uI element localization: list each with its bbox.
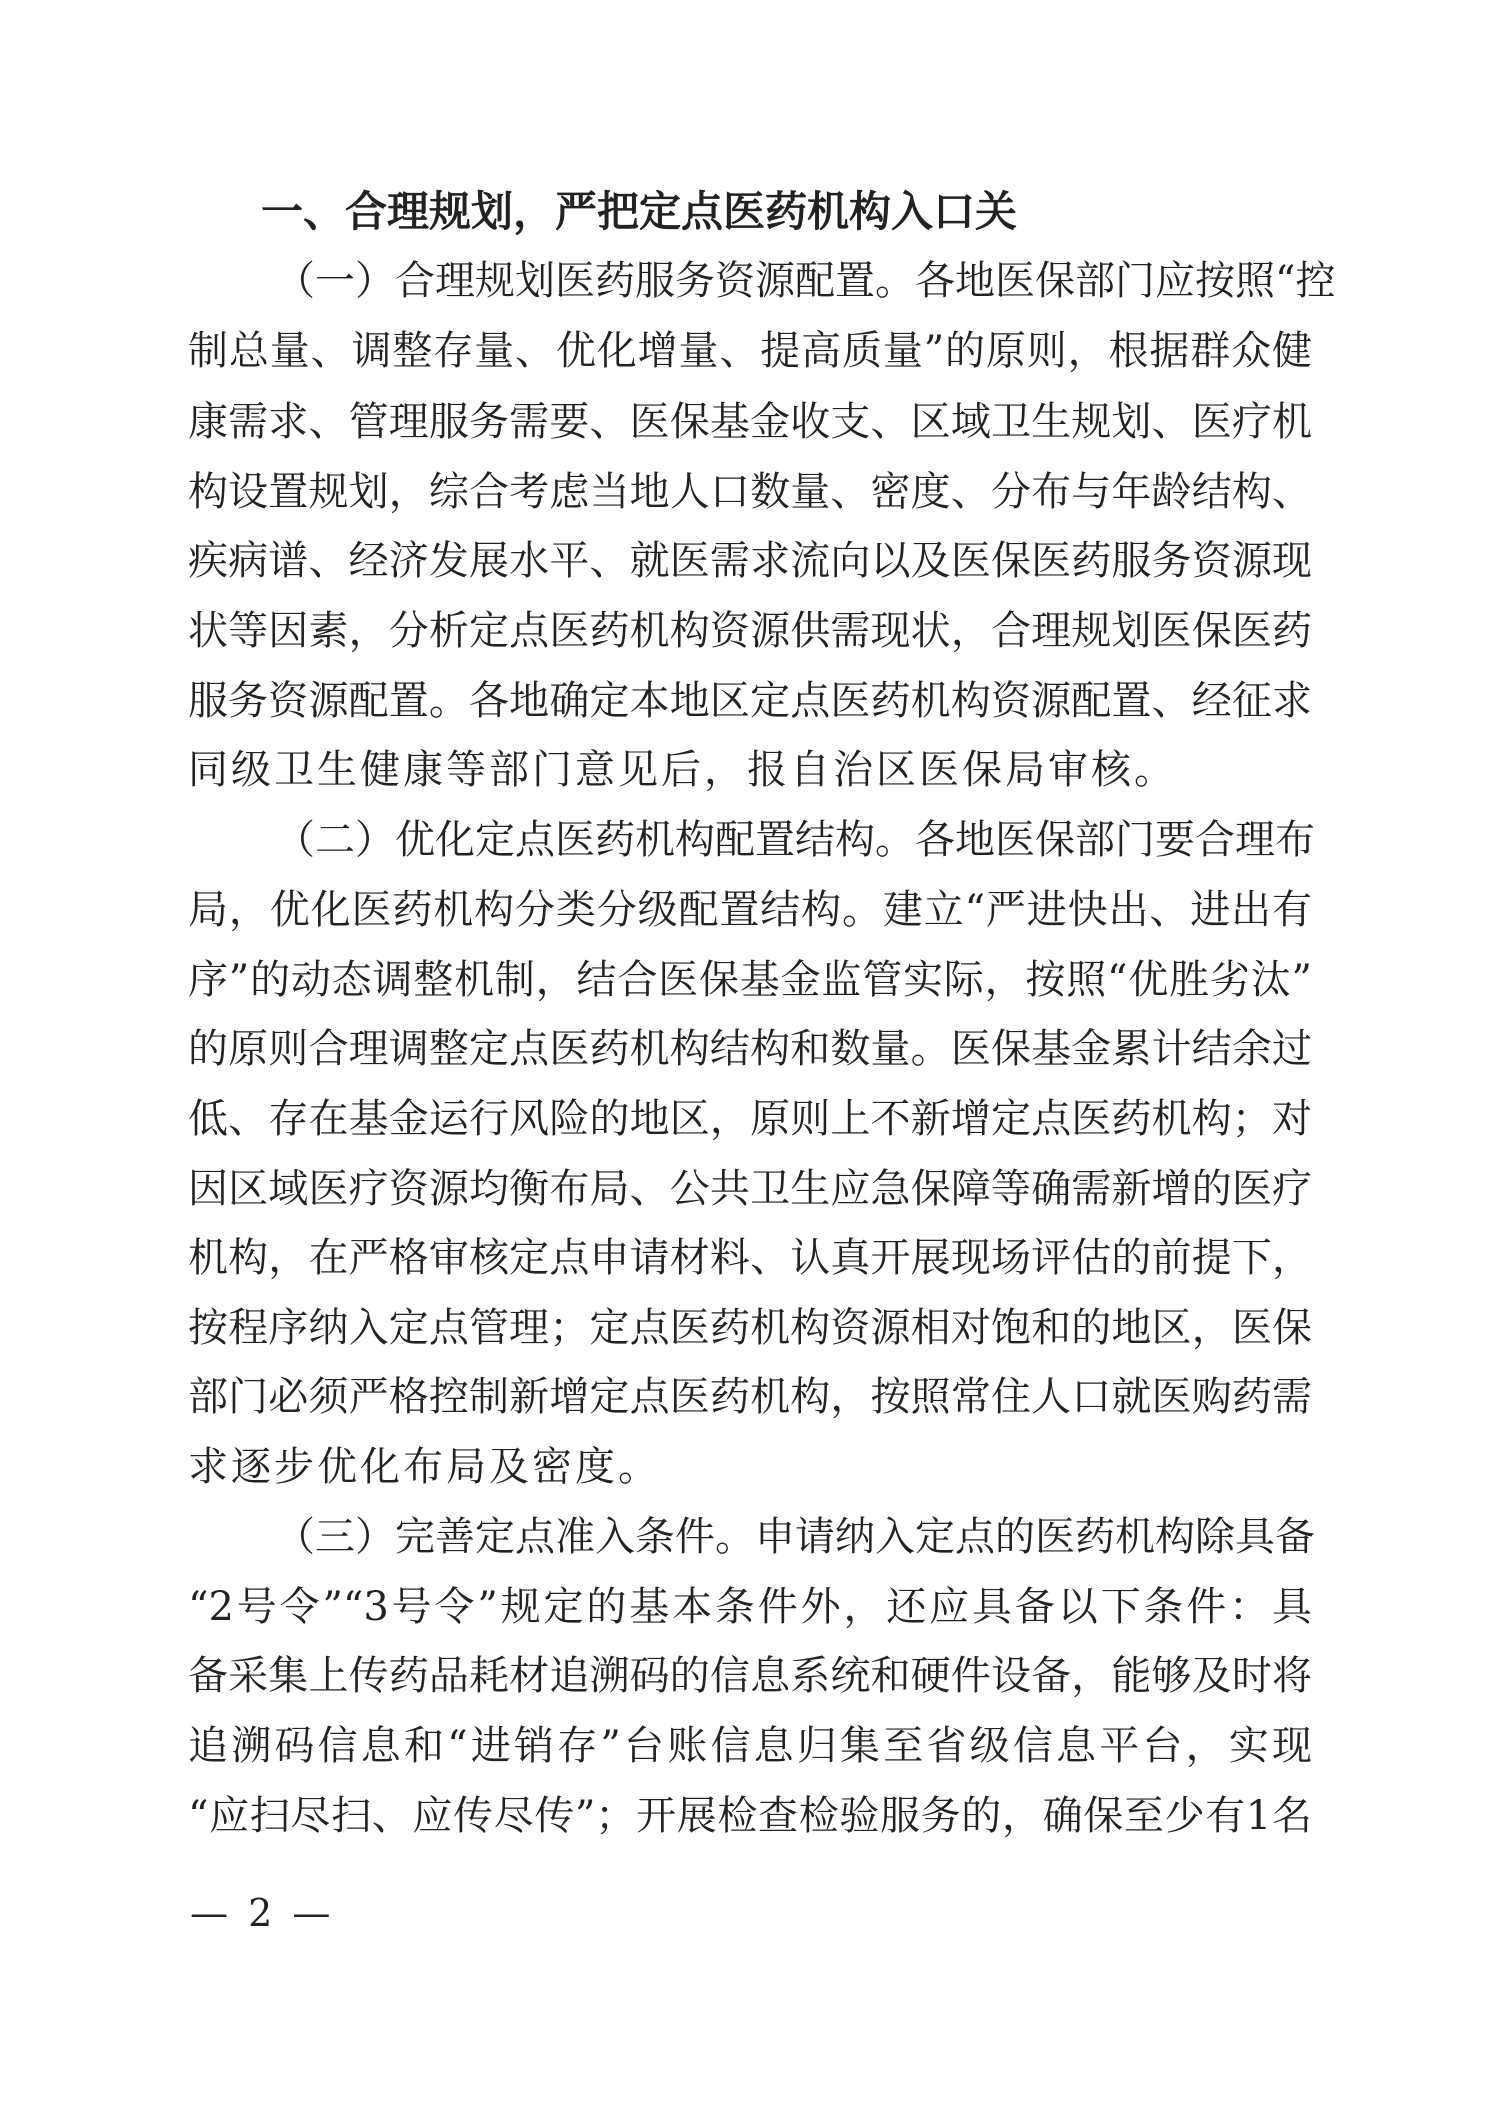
paragraph-line: 局，优化医药机构分类分级配置结构。建立“严进快出、进出有 [188,887,1312,933]
paragraph-line: 因区域医疗资源均衡布局、公共卫生应急保障等确需新增的医疗 [188,1166,1312,1212]
paragraph-line: 低、存在基金运行风险的地区，原则上不新增定点医药机构；对 [188,1096,1312,1142]
paragraph-line: 康需求、管理服务需要、医保基金收支、区域卫生规划、医疗机 [188,399,1312,445]
paragraph-line: 的原则合理调整定点医药机构结构和数量。医保基金累计结余过 [188,1026,1312,1072]
paragraph-line: 序”的动态调整机制，结合医保基金监管实际，按照“优胜劣汰” [188,957,1312,1003]
paragraph-line: 疾病谱、经济发展水平、就医需求流向以及医保医药服务资源现 [188,538,1312,584]
paragraph-line: 状等因素，分析定点医药机构资源供需现状，合理规划医保医药 [188,608,1312,654]
page-number: — 2 — [190,1891,335,1935]
paragraph-line: 服务资源配置。各地确定本地区定点医药机构资源配置、经征求 [188,678,1312,724]
paragraph-first-line: （三）完善定点准入条件。申请纳入定点的医药机构除具备 [275,1514,1315,1560]
paragraph-first-line: （一）合理规划医药服务资源配置。各地医保部门应按照“控 [275,258,1336,304]
paragraph-line: “2号令”“3号令”规定的基本条件外，还应具备以下条件：具 [188,1584,1312,1630]
paragraph-line: 备采集上传药品耗材追溯码的信息系统和硬件设备，能够及时将 [188,1653,1312,1699]
paragraph-line: 按程序纳入定点管理；定点医药机构资源相对饱和的地区，医保 [188,1305,1312,1351]
section-heading: 一、合理规划，严把定点医药机构入口关 [261,187,1018,236]
paragraph-line: 制总量、调整存量、优化增量、提高质量”的原则，根据群众健 [188,328,1312,374]
paragraph-line: 求逐步优化布局及密度。 [188,1444,661,1490]
paragraph-first-line: （二）优化定点医药机构配置结构。各地医保部门要合理布 [275,817,1315,863]
paragraph-line: 构设置规划，综合考虑当地人口数量、密度、分布与年龄结构、 [188,469,1312,515]
paragraph-line: “应扫尽扫、应传尽传”；开展检查检验服务的，确保至少有1名 [188,1793,1312,1839]
paragraph-line: 追溯码信息和“进销存”台账信息归集至省级信息平台，实现 [188,1723,1312,1769]
paragraph-line: 机构，在严格审核定点申请材料、认真开展现场评估的前提下， [188,1235,1312,1281]
paragraph-line: 部门必须严格控制新增定点医药机构，按照常住人口就医购药需 [188,1374,1312,1420]
paragraph-line: 同级卫生健康等部门意见后，报自治区医保局审核。 [188,747,1177,793]
